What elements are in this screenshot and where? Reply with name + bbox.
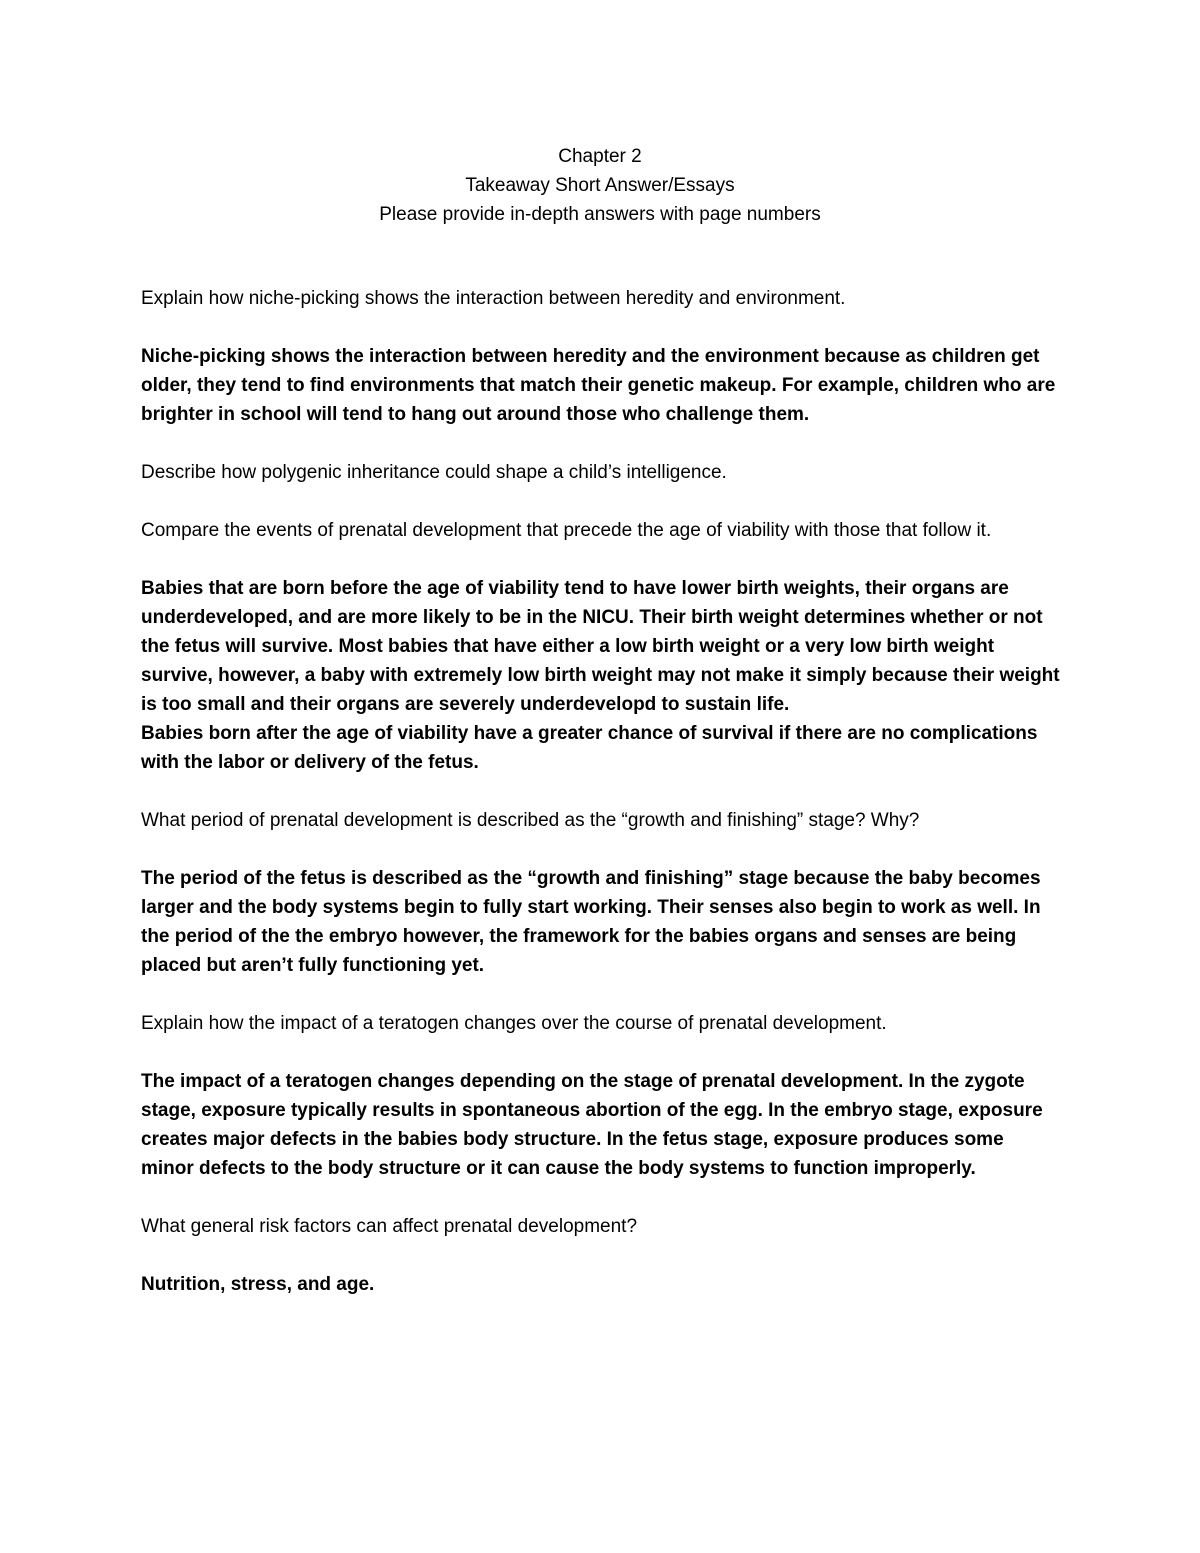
question-risk-factors: What general risk factors can affect prenatal development?	[141, 1216, 638, 1237]
paragraph-gap	[141, 487, 1061, 516]
chapter-title: Chapter 2	[558, 146, 642, 167]
paragraph-gap	[141, 835, 1061, 864]
question-age-of-viability: Compare the events of prenatal development that precede the age of viability with those that follow it.	[141, 520, 992, 541]
answer-growth-and-finishing: The period of the fetus is described as the “growth and finishing” stage because the baby becomes larger and the body systems begin to fully start working. Their senses also begin to work as well. In the period of the the embryo however, the framework for the babies organs and senses are being placed but aren’t fully functioning yet.	[141, 868, 1041, 976]
answer-teratogen-impact: The impact of a teratogen changes depending on the stage of prenatal development. In the zygote stage, exposure typically results in spontaneous abortion of the egg. In the embryo stage, exposure creates major defects in the babies body structure. In the fetus stage, exposure produces some minor defects to the body structure or it can cause the body systems to function improperly.	[141, 1071, 1043, 1179]
paragraph-gap	[141, 545, 1061, 574]
paragraph-gap	[141, 1241, 1061, 1270]
answer-after-viability: Babies born after the age of viability have a greater chance of survival if there are no complications with the labor or delivery of the fetus.	[141, 723, 1038, 773]
answer-risk-factors: Nutrition, stress, and age.	[141, 1274, 375, 1295]
document-body	[141, 284, 1061, 1299]
answer-niche-picking: Niche-picking shows the interaction between heredity and the environment because as children get older, they tend to find environments that match their genetic makeup. For example, children who are brighter in school will tend to hang out around those who challenge them.	[141, 346, 1056, 425]
paragraph-gap	[141, 313, 1061, 342]
paragraph-gap	[141, 980, 1061, 1009]
question-niche-picking: Explain how niche-picking shows the interaction between heredity and environment.	[141, 288, 846, 309]
question-growth-and-finishing: What period of prenatal development is described as the “growth and finishing” stage? Why?	[141, 810, 920, 831]
paragraph-gap	[141, 777, 1061, 806]
paragraph-gap	[141, 429, 1061, 458]
assignment-instructions: Please provide in-depth answers with page numbers	[379, 204, 821, 225]
assignment-title: Takeaway Short Answer/Essays	[465, 175, 735, 196]
question-polygenic-inheritance: Describe how polygenic inheritance could shape a child’s intelligence.	[141, 462, 727, 483]
paragraph-gap	[141, 1038, 1061, 1067]
answer-before-viability: Babies that are born before the age of viability tend to have lower birth weights, their organs are underdeveloped, and are more likely to be in the NICU. Their birth weight determines whether or not the fetus will survive. Most babies that have either a low birth weight or a very low birth weight survive, however, a baby with extremely low birth weight may not make it simply because their weight is too small and their organs are severely underdevelopd to sustain life.	[141, 578, 1060, 715]
paragraph-gap	[141, 1183, 1061, 1212]
question-teratogen-impact: Explain how the impact of a teratogen changes over the course of prenatal development.	[141, 1013, 887, 1034]
document-heading	[0, 142, 1200, 229]
